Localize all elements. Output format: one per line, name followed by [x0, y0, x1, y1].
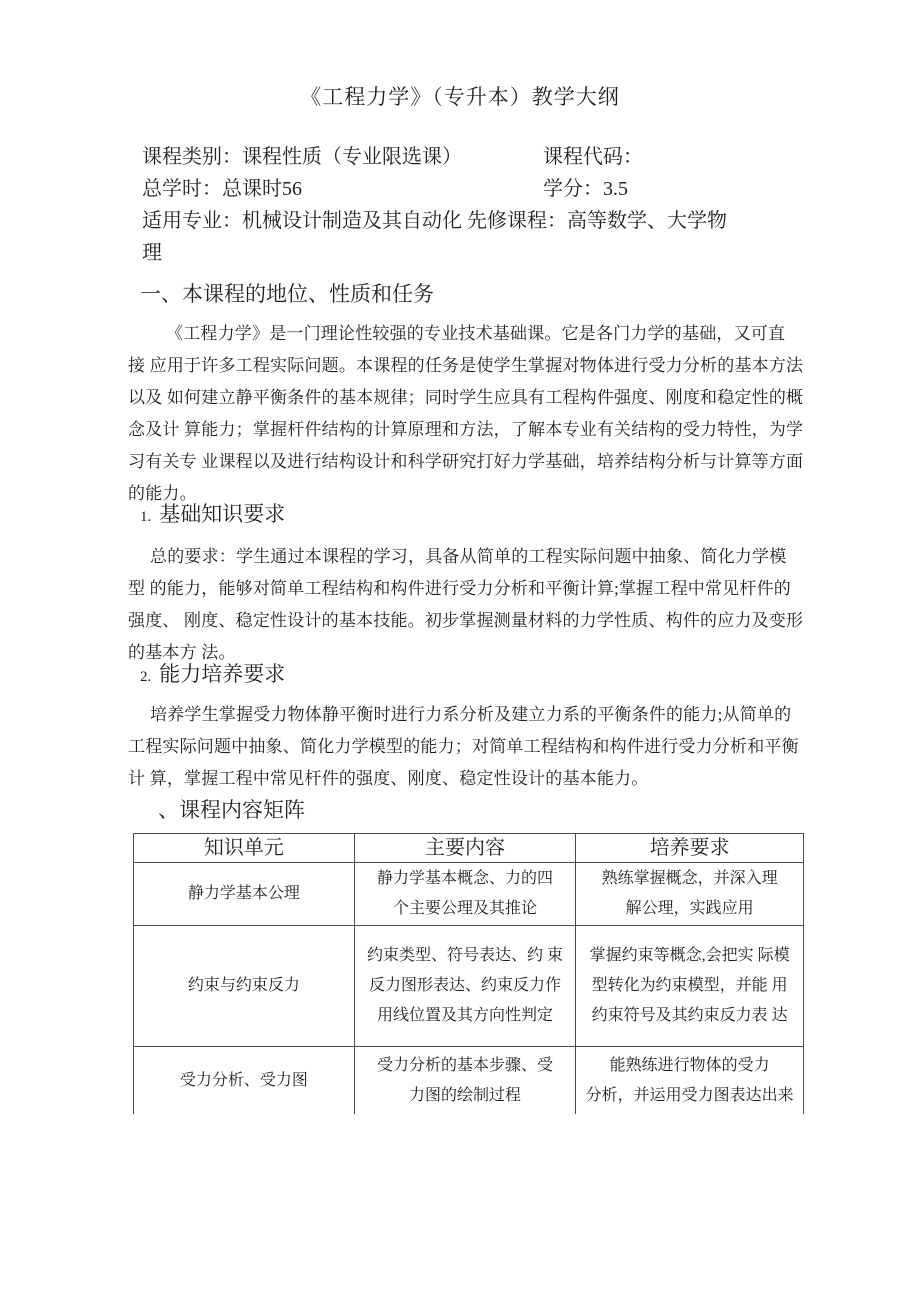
unit-cell: 受力分析、受力图 [134, 1047, 355, 1114]
table-row [134, 926, 804, 1047]
content-cell [355, 1047, 577, 1114]
paragraph-line: 强度、 刚度、稳定性设计的基本技能。初步掌握测量材料的力学性质、构件的应力及变形 [128, 611, 804, 630]
cell-line: 解公理，实践应用 [625, 900, 754, 917]
cell-line: 用线位置及其方向性判定 [377, 1007, 554, 1024]
cell-line: 约束类型、符号表达、约 束 [367, 947, 564, 964]
unit-cell: 约束与约束反力 [134, 926, 355, 1047]
cell-line: 分析，并运用受力图表达出来 [585, 1086, 794, 1104]
paragraph-line: 念及计 算能力；掌握杆件结构的计算原理和方法，了解本专业有关结构的受力特性，为学 [128, 420, 804, 439]
table-row [134, 863, 804, 926]
paragraph-line: 培养学生掌握受力物体静平衡时进行力系分析及建立力系的平衡条件的能力;从简单的 [150, 705, 792, 724]
section-title: 基础知识要求 [159, 502, 286, 526]
paragraph-line: 的能力。 [128, 484, 197, 503]
cell-line: 力图的绘制过程 [409, 1086, 522, 1104]
paragraph-line: 工程实际问题中抽象、简化力学模型的能力；对简单工程结构和构件进行受力分析和平衡 [128, 737, 799, 756]
paragraph-1 [128, 318, 812, 510]
credits: 学分：3.5 [543, 178, 628, 200]
table-row [134, 1047, 804, 1114]
cell-line: 反力图形表达、约束反力作 [369, 977, 562, 994]
cell-line: 静力学基本概念、力的四 [377, 870, 554, 887]
paragraph-line: 型 的能力，能够对简单工程结构和构件进行受力分析和平衡计算;掌握工程中常见杆件的 [128, 579, 791, 598]
content-cell [355, 863, 577, 926]
cell-line: 约束符号及其约束反力表 达 [591, 1007, 788, 1024]
table-header-row [134, 834, 804, 863]
paragraph-2 [128, 541, 812, 669]
section-number: 1. [140, 509, 152, 525]
paragraph-line: 的基本方 法。 [128, 643, 236, 662]
course-code: 课程代码： [543, 146, 643, 168]
content-matrix-table [133, 833, 804, 1114]
requirement-cell [576, 926, 804, 1047]
paragraph-line: 总的要求：学生通过本课程的学习，具备从简单的工程实际问题中抽象、简化力学模 [150, 547, 787, 566]
unit-cell: 静力学基本公理 [134, 863, 355, 926]
paragraph-line: 计 算，掌握工程中常见杆件的强度、刚度、稳定性设计的基本能力。 [128, 769, 649, 788]
paragraph-line: 习有关专 业课程以及进行结构设计和科学研究打好力学基础，培养结构分析与计算等方面 [128, 452, 804, 471]
paragraph-3 [128, 699, 812, 795]
applicable-major: 适用专业：机械设计制造及其自动化 先修课程：高等数学、大学物 [142, 210, 727, 232]
paragraph-line: 《工程力学》是一门理论性较强的专业技术基础课。它是各门力学的基础，又可直 [166, 324, 786, 343]
section-heading-1: 一、本课程的地位、性质和任务 [140, 282, 434, 306]
cell-line: 型转化为约束模型，并能 用 [591, 977, 788, 994]
table-header-cell: 知识单元 [134, 834, 355, 863]
cell-line: 掌握约束等概念,会把实 际模 [589, 947, 790, 964]
paragraph-line: 以及 如何建立静平衡条件的基本规律；同时学生应具有工程构件强度、刚度和稳定性的概 [128, 388, 804, 407]
section-title: 能力培养要求 [159, 662, 286, 686]
table-header-cell: 主要内容 [355, 834, 577, 863]
requirement-cell [576, 1047, 804, 1114]
applicable-major-wrap: 理 [142, 242, 162, 264]
section-heading-2 [140, 501, 285, 530]
cell-line: 个主要公理及其推论 [393, 900, 538, 917]
section-heading-3 [140, 661, 285, 690]
requirement-cell [576, 863, 804, 926]
section-number: 2. [140, 669, 152, 685]
paragraph-line: 接 应用于许多工程实际问题。本课程的任务是使学生掌握对物体进行受力分析的基本方法 [128, 356, 804, 375]
cell-line: 熟练掌握概念，并深入理 [601, 870, 778, 887]
doc-title: 《工程力学》（专升本）教学大纲 [300, 85, 620, 109]
total-hours: 总学时：总课时56 [142, 178, 302, 200]
section-heading-4: 、课程内容矩阵 [158, 798, 305, 822]
cell-line: 能熟练进行物体的受力 [609, 1056, 770, 1074]
table-header-cell: 培养要求 [576, 834, 804, 863]
cell-line: 受力分析的基本步骤、受 [377, 1056, 554, 1074]
content-cell [355, 926, 577, 1047]
course-type: 课程类别：课程性质（专业限选课） [142, 146, 462, 168]
